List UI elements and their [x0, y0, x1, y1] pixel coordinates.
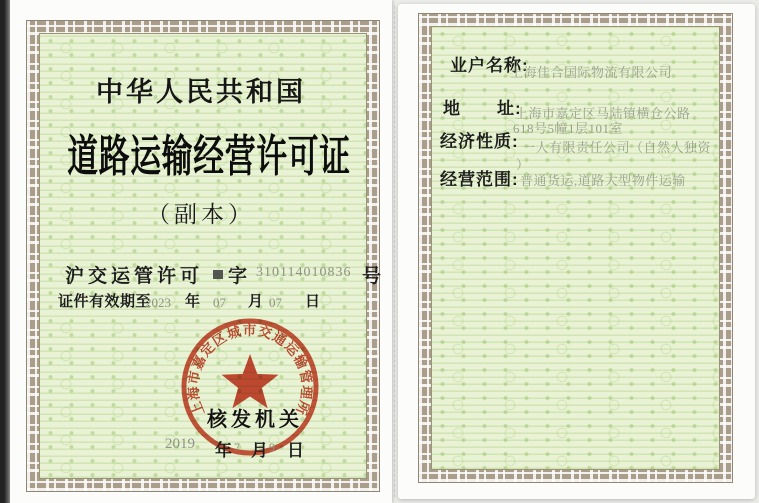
field-label-economic-nature: 经济性质: — [440, 132, 519, 151]
issue-year: 2019 — [165, 436, 195, 452]
certificate-details-page — [398, 4, 755, 499]
license-suffix: 号 — [362, 266, 382, 287]
field-label-business-scope: 经营范围: — [440, 170, 519, 189]
certificate-title: 道路运输经营许可证 — [67, 132, 351, 181]
issuing-authority-label: 核发机关 — [207, 409, 303, 431]
redaction-mark — [213, 270, 223, 279]
year-unit-label: 年 — [185, 293, 201, 310]
issue-month: 7 — [234, 440, 240, 454]
validity-year: 2023 — [145, 295, 171, 310]
duplicate-copy-label: （副本） — [147, 202, 255, 227]
month-unit-label: 月 — [248, 293, 264, 310]
license-number: 310114010836 — [256, 265, 352, 280]
page-seam — [394, 6, 395, 497]
day-unit-label: 日 — [287, 441, 304, 460]
validity-line — [10, 290, 392, 316]
field-label-business-name: 业户名称: — [450, 56, 529, 75]
guilloche-background-right — [431, 26, 720, 470]
year-unit-label: 年 — [215, 441, 232, 460]
field-value-business-scope: 普通货运,道路大型物件运输 — [520, 173, 686, 188]
field-value-economic-nature-wrap: ） — [516, 157, 530, 172]
field-value-business-name: 上海佳合国际物流有限公司 — [510, 65, 673, 80]
issue-day: 9 — [269, 440, 275, 454]
stamp-star — [222, 354, 279, 408]
field-label-address: 地 址: — [443, 99, 522, 118]
country-title: 中华人民共和国 — [96, 77, 306, 107]
day-unit-label: 日 — [305, 293, 321, 310]
book-edge-shadow — [0, 0, 10, 503]
month-unit-label: 月 — [251, 441, 268, 460]
field-value-address-line2: 618号5幢1层101室 — [513, 121, 624, 136]
validity-month: 07 — [213, 295, 226, 310]
validity-label: 证件有效期至 — [58, 293, 152, 310]
certificate-cover-page — [10, 0, 392, 503]
license-type-char: 字 — [228, 266, 248, 287]
issue-date-line — [10, 436, 392, 462]
license-prefix: 沪交运管许可 — [65, 266, 204, 287]
stamp-text: 上海市嘉定区城市交通运输管理所 — [185, 322, 315, 418]
validity-day: 07 — [269, 295, 282, 310]
ornamental-border-right — [418, 13, 733, 483]
license-number-line — [10, 261, 392, 287]
field-value-address-line1: 上海市嘉定区马陆镇横仓公路 — [515, 106, 691, 121]
field-value-economic-nature: 一人有限责任公司（自然人独资 — [522, 140, 712, 155]
